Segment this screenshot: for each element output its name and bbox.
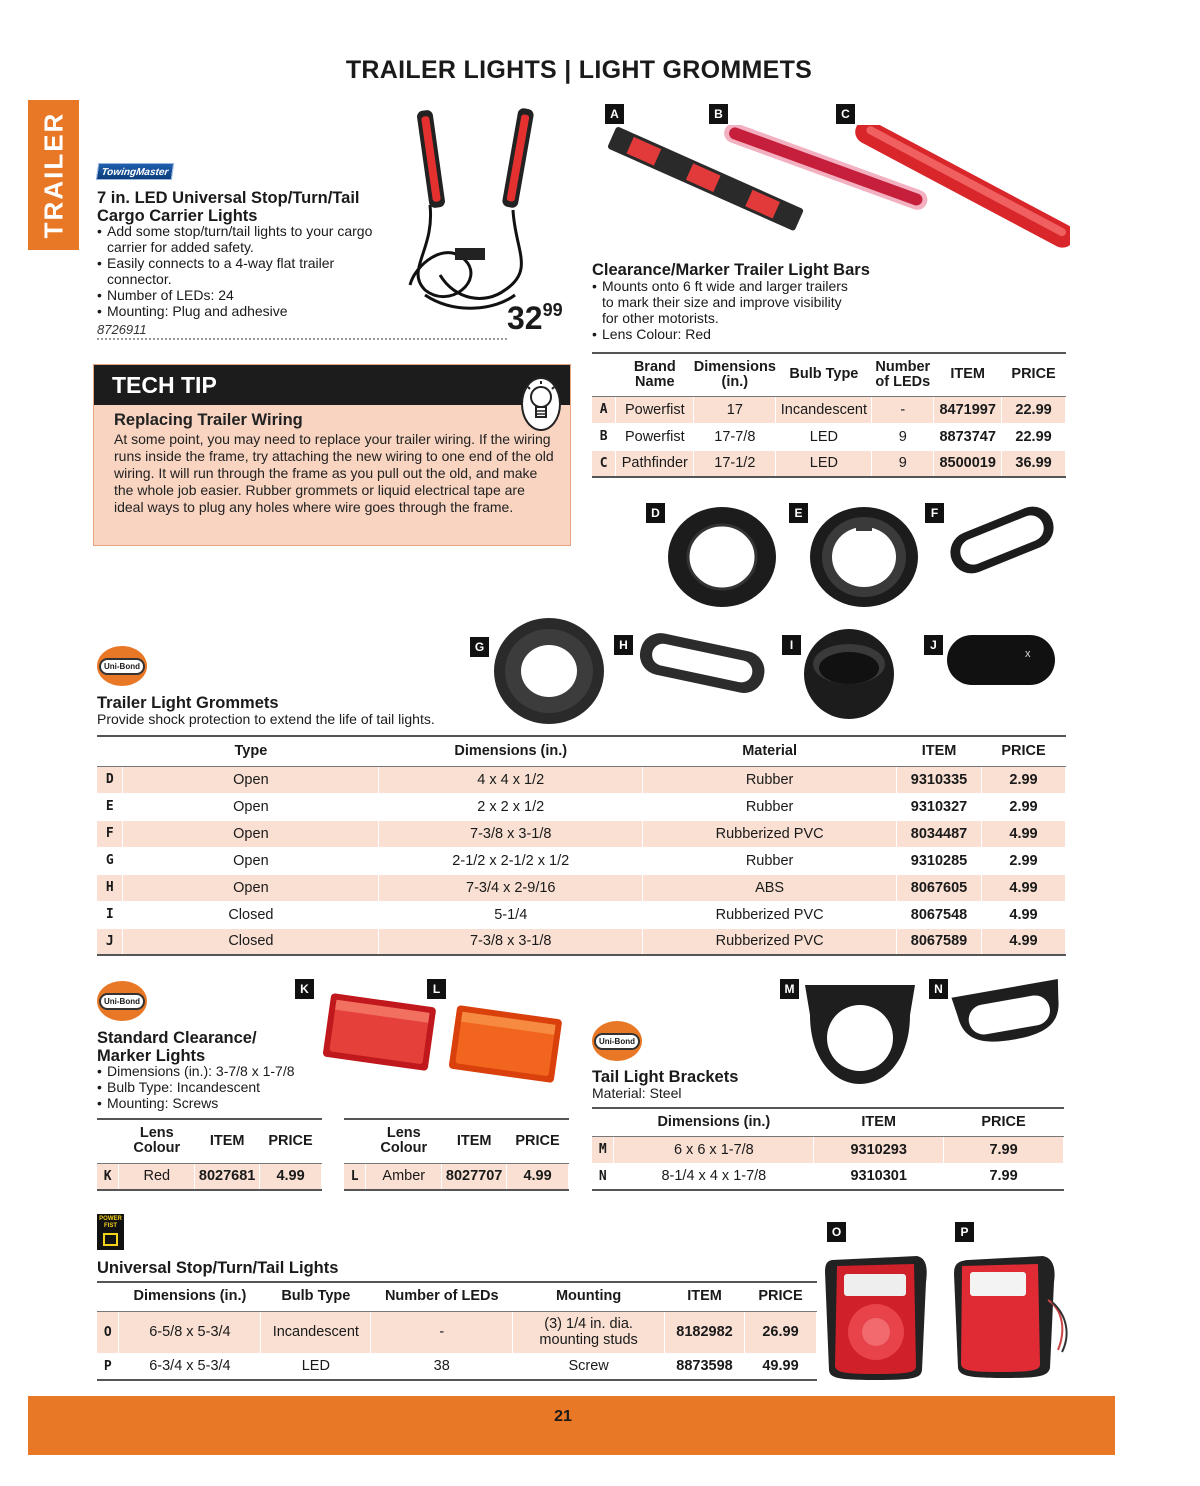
- cell-item: 8182982: [665, 1311, 745, 1353]
- cell-dimensions: 8-1/4 x 4 x 1-7/8: [614, 1163, 814, 1190]
- clearance-k-image: [320, 990, 438, 1080]
- cell-item: 9310285: [897, 847, 982, 874]
- bullet-item: • Lens Colour: Red: [592, 326, 852, 342]
- image-tag-g: G: [470, 637, 489, 657]
- cell-material: ABS: [643, 874, 897, 901]
- clearance-k-table: [97, 1118, 322, 1191]
- cell-dimensions: 2-1/2 x 2-1/2 x 1/2: [379, 847, 643, 874]
- cell-dimensions: 7-3/8 x 3-1/8: [379, 928, 643, 955]
- cell-mounting: Screw: [513, 1353, 665, 1380]
- universal-title: Universal Stop/Turn/Tail Lights: [97, 1259, 339, 1277]
- cell-brand: Powerfist: [616, 396, 694, 423]
- cell-mounting: (3) 1/4 in. dia. mounting studs: [513, 1311, 665, 1353]
- row-letter: P: [97, 1353, 119, 1380]
- col-dimensions: Dimensions (in.): [119, 1282, 261, 1311]
- cell-price: 4.99: [982, 874, 1066, 901]
- col-leds: Number of LEDs: [872, 353, 934, 396]
- cell-dimensions: 17-7/8: [694, 423, 776, 450]
- cell-leds: 9: [872, 423, 934, 450]
- cell-type: Open: [123, 820, 379, 847]
- tech-tip-header: [94, 365, 570, 405]
- cell-material: Rubberized PVC: [643, 901, 897, 928]
- cell-price: 2.99: [982, 793, 1066, 820]
- bullet-item: • Easily connects to a 4-way flat trailer connector.: [97, 255, 377, 287]
- cell-item: 8500019: [934, 450, 1002, 477]
- cell-type: Open: [123, 766, 379, 793]
- row-letter: K: [97, 1163, 119, 1190]
- tail-light-p-image: [948, 1250, 1073, 1380]
- cell-dimensions: 2 x 2 x 1/2: [379, 793, 643, 820]
- price-cents: 99: [542, 300, 563, 320]
- cell-type: Open: [123, 874, 379, 901]
- cell-dimensions: 5-1/4: [379, 901, 643, 928]
- row-letter: N: [592, 1163, 614, 1190]
- col-price: PRICE: [982, 736, 1066, 766]
- universal-table: [97, 1281, 817, 1381]
- cell-price: 22.99: [1002, 396, 1066, 423]
- row-letter: F: [97, 820, 123, 847]
- powerfist-logo-text: POWER FIST: [99, 1216, 122, 1229]
- side-tab-label: TRAILER: [38, 111, 68, 239]
- image-tag-i: I: [782, 635, 801, 655]
- image-tag-j: J: [924, 635, 943, 655]
- cell-brand: Powerfist: [616, 423, 694, 450]
- tech-tip-heading: Replacing Trailer Wiring: [114, 411, 303, 429]
- cell-price: 4.99: [507, 1163, 569, 1190]
- row-letter: M: [592, 1136, 614, 1163]
- lightbulb-icon: [521, 377, 561, 431]
- row-letter: C: [592, 450, 616, 477]
- image-tag-h: H: [614, 635, 633, 655]
- image-tag-a: A: [605, 104, 624, 124]
- cell-item: 9310301: [814, 1163, 944, 1190]
- image-tag-c: C: [836, 104, 855, 124]
- table-row: [592, 450, 1066, 477]
- cell-colour: Red: [119, 1163, 195, 1190]
- page-title: TRAILER LIGHTS | LIGHT GROMMETS: [345, 56, 813, 84]
- table-row: [592, 1136, 1064, 1163]
- bullet-item: • Mounts onto 6 ft wide and larger trailers to mark their size and improve visibility for other motorists.: [592, 278, 852, 326]
- cell-item: 8067548: [897, 901, 982, 928]
- col-letter: [97, 736, 123, 766]
- image-tag-p: P: [955, 1222, 974, 1242]
- cell-price: 4.99: [260, 1163, 322, 1190]
- col-price: PRICE: [507, 1119, 569, 1163]
- table-row: [97, 793, 1066, 820]
- table-row: [592, 396, 1066, 423]
- cell-price: 4.99: [982, 901, 1066, 928]
- grommets-table: [97, 735, 1066, 956]
- table-row: [97, 928, 1066, 955]
- table-row: [97, 766, 1066, 793]
- image-tag-n: N: [929, 979, 948, 999]
- table-row: [97, 847, 1066, 874]
- tech-tip-label: TECH TIP: [112, 372, 217, 398]
- cell-dimensions: 4 x 4 x 1/2: [379, 766, 643, 793]
- row-letter: D: [97, 766, 123, 793]
- cell-price: 7.99: [944, 1136, 1064, 1163]
- row-letter: O: [97, 1311, 119, 1353]
- brackets-title: Tail Light Brackets: [592, 1068, 739, 1086]
- col-dimensions: Dimensions (in.): [694, 353, 776, 396]
- cell-type: Closed: [123, 928, 379, 955]
- tech-tip-body: At some point, you may need to replace your trailer wiring. If the wiring runs inside the frame, try attaching the new wiring to one end of the old wiring. It will run through the frame as you pull out the old, and make the whole job easier. Rubber grommets or liquid electrical tape are ideal ways to plug any holes where wire goes through the frame.: [114, 431, 554, 515]
- bracket-m-image: [800, 980, 920, 1086]
- cell-price: 36.99: [1002, 450, 1066, 477]
- cell-bulb: LED: [776, 450, 872, 477]
- cell-item: 8067605: [897, 874, 982, 901]
- cargo-lights-image: [395, 100, 545, 325]
- col-dimensions: Dimensions (in.): [614, 1108, 814, 1136]
- powerfist-logo: [97, 1214, 124, 1250]
- cell-colour: Amber: [366, 1163, 442, 1190]
- cell-dimensions: 7-3/4 x 2-9/16: [379, 874, 643, 901]
- unibond-logo: Uni-Bond: [97, 981, 147, 1021]
- cell-bulb: LED: [261, 1353, 371, 1380]
- light-bars-table: [592, 352, 1066, 478]
- cell-price: 4.99: [982, 820, 1066, 847]
- row-letter: G: [97, 847, 123, 874]
- cell-dimensions: 6-3/4 x 5-3/4: [119, 1353, 261, 1380]
- row-letter: H: [97, 874, 123, 901]
- cell-item: 8067589: [897, 928, 982, 955]
- col-dimensions: Dimensions (in.): [379, 736, 643, 766]
- light-bars-title: Clearance/Marker Trailer Light Bars: [592, 261, 870, 279]
- table-row: [97, 820, 1066, 847]
- light-bars-bullets: [592, 278, 852, 342]
- bullet-item: • Add some stop/turn/tail lights to your cargo carrier for added safety.: [97, 223, 377, 255]
- cell-dimensions: 6 x 6 x 1-7/8: [614, 1136, 814, 1163]
- cell-price: 4.99: [982, 928, 1066, 955]
- cell-item: 8471997: [934, 396, 1002, 423]
- table-row: [97, 1353, 817, 1380]
- col-lens-colour: Lens Colour: [366, 1119, 442, 1163]
- cell-dimensions: 6-5/8 x 5-3/4: [119, 1311, 261, 1353]
- cell-material: Rubberized PVC: [643, 820, 897, 847]
- grommet-j-mark: x: [1025, 648, 1031, 660]
- cell-item: 8034487: [897, 820, 982, 847]
- cargo-lights-bullets: [97, 223, 377, 319]
- cell-item: 8873598: [665, 1353, 745, 1380]
- cell-material: Rubber: [643, 793, 897, 820]
- cargo-lights-sku: 8726911: [97, 322, 507, 340]
- cell-item: 9310293: [814, 1136, 944, 1163]
- table-row: [344, 1163, 569, 1190]
- col-item: ITEM: [897, 736, 982, 766]
- col-mounting: Mounting: [513, 1282, 665, 1311]
- bullet-item: • Dimensions (in.): 3-7/8 x 1-7/8: [97, 1063, 337, 1079]
- image-tag-f: F: [925, 503, 944, 523]
- bullet-item: • Mounting: Screws: [97, 1095, 337, 1111]
- cell-price: 7.99: [944, 1163, 1064, 1190]
- col-letter: [97, 1282, 119, 1311]
- image-tag-o: O: [827, 1222, 846, 1242]
- col-price: PRICE: [260, 1119, 322, 1163]
- table-row: [97, 1163, 322, 1190]
- cell-dimensions: 7-3/8 x 3-1/8: [379, 820, 643, 847]
- tail-light-o-image: [822, 1252, 930, 1382]
- col-lens-colour: Lens Colour: [119, 1119, 195, 1163]
- grommets-subtitle: Provide shock protection to extend the life of tail lights.: [97, 711, 435, 727]
- cell-price: 26.99: [744, 1311, 816, 1353]
- grommet-e-image: [808, 505, 920, 610]
- cell-dimensions: 17-1/2: [694, 450, 776, 477]
- col-leds: Number of LEDs: [371, 1282, 513, 1311]
- table-row: [592, 423, 1066, 450]
- clearance-bullets: [97, 1063, 337, 1111]
- col-price: PRICE: [1002, 353, 1066, 396]
- bullet-item: • Bulb Type: Incandescent: [97, 1079, 337, 1095]
- cell-item: 9310327: [897, 793, 982, 820]
- bullet-item: • Number of LEDs: 24: [97, 287, 377, 303]
- cell-leds: 38: [371, 1353, 513, 1380]
- col-brand: Brand Name: [616, 353, 694, 396]
- row-letter: A: [592, 396, 616, 423]
- cell-price: 22.99: [1002, 423, 1066, 450]
- image-tag-l: L: [427, 979, 446, 999]
- image-tag-b: B: [709, 104, 728, 124]
- clearance-l-table: [344, 1118, 569, 1191]
- table-row: [97, 901, 1066, 928]
- unibond-logo: Uni-Bond: [592, 1021, 642, 1061]
- brackets-table: [592, 1107, 1064, 1191]
- cell-leds: 9: [872, 450, 934, 477]
- price-dollars: 32: [507, 300, 543, 336]
- grommet-g-image: [493, 617, 605, 725]
- cell-material: Rubber: [643, 766, 897, 793]
- col-letter: [344, 1119, 366, 1163]
- cell-material: Rubberized PVC: [643, 928, 897, 955]
- row-letter: I: [97, 901, 123, 928]
- table-row: [592, 1163, 1064, 1190]
- cell-item: 9310335: [897, 766, 982, 793]
- col-type: Type: [123, 736, 379, 766]
- bullet-item: • Mounting: Plug and adhesive: [97, 303, 377, 319]
- cell-price: 49.99: [744, 1353, 816, 1380]
- towingmaster-logo: TowingMaster: [96, 163, 174, 180]
- grommet-f-image: [945, 503, 1060, 578]
- grommet-j-image: [945, 632, 1057, 688]
- cell-type: Open: [123, 847, 379, 874]
- cell-leds: -: [872, 396, 934, 423]
- page-number: 21: [554, 1408, 572, 1425]
- image-tag-k: K: [295, 979, 314, 999]
- clearance-title: Standard Clearance/ Marker Lights: [97, 1029, 257, 1065]
- table-row: [97, 1311, 817, 1353]
- cell-material: Rubber: [643, 847, 897, 874]
- cell-item: 8027707: [442, 1163, 507, 1190]
- tech-tip-box: [93, 364, 571, 546]
- row-letter: J: [97, 928, 123, 955]
- row-letter: E: [97, 793, 123, 820]
- clearance-l-image: [446, 1002, 564, 1092]
- cell-dimensions: 17: [694, 396, 776, 423]
- page-footer: [28, 1396, 1115, 1455]
- cell-type: Open: [123, 793, 379, 820]
- col-item: ITEM: [934, 353, 1002, 396]
- cell-price: 2.99: [982, 766, 1066, 793]
- grommet-h-image: [635, 632, 770, 697]
- grommets-title: Trailer Light Grommets: [97, 694, 279, 712]
- col-item: ITEM: [814, 1108, 944, 1136]
- bracket-n-image: [950, 978, 1068, 1048]
- cell-leds: -: [371, 1311, 513, 1353]
- unibond-logo: Uni-Bond: [97, 646, 147, 686]
- cell-bulb: Incandescent: [261, 1311, 371, 1353]
- brackets-subtitle: Material: Steel: [592, 1085, 682, 1101]
- section-side-tab: [28, 100, 79, 250]
- col-bulb-type: Bulb Type: [776, 353, 872, 396]
- image-tag-d: D: [646, 503, 665, 523]
- col-letter: [592, 1108, 614, 1136]
- col-price: PRICE: [744, 1282, 816, 1311]
- col-bulb-type: Bulb Type: [261, 1282, 371, 1311]
- col-letter: [97, 1119, 119, 1163]
- row-letter: B: [592, 423, 616, 450]
- table-row: [97, 874, 1066, 901]
- cell-bulb: Incandescent: [776, 396, 872, 423]
- col-price: PRICE: [944, 1108, 1064, 1136]
- col-item: ITEM: [442, 1119, 507, 1163]
- light-bars-image: [600, 125, 1070, 255]
- image-tag-m: M: [780, 979, 799, 999]
- cell-brand: Pathfinder: [616, 450, 694, 477]
- col-item: ITEM: [195, 1119, 260, 1163]
- row-letter: L: [344, 1163, 366, 1190]
- cell-bulb: LED: [776, 423, 872, 450]
- cell-item: 8873747: [934, 423, 1002, 450]
- cell-price: 2.99: [982, 847, 1066, 874]
- col-letter: [592, 353, 616, 396]
- grommet-d-image: [665, 505, 780, 610]
- col-item: ITEM: [665, 1282, 745, 1311]
- col-material: Material: [643, 736, 897, 766]
- grommet-i-image: [803, 628, 895, 720]
- cell-type: Closed: [123, 901, 379, 928]
- image-tag-e: E: [789, 503, 808, 523]
- cargo-lights-title: 7 in. LED Universal Stop/Turn/Tail Cargo Carrier Lights: [97, 189, 360, 225]
- cell-item: 8027681: [195, 1163, 260, 1190]
